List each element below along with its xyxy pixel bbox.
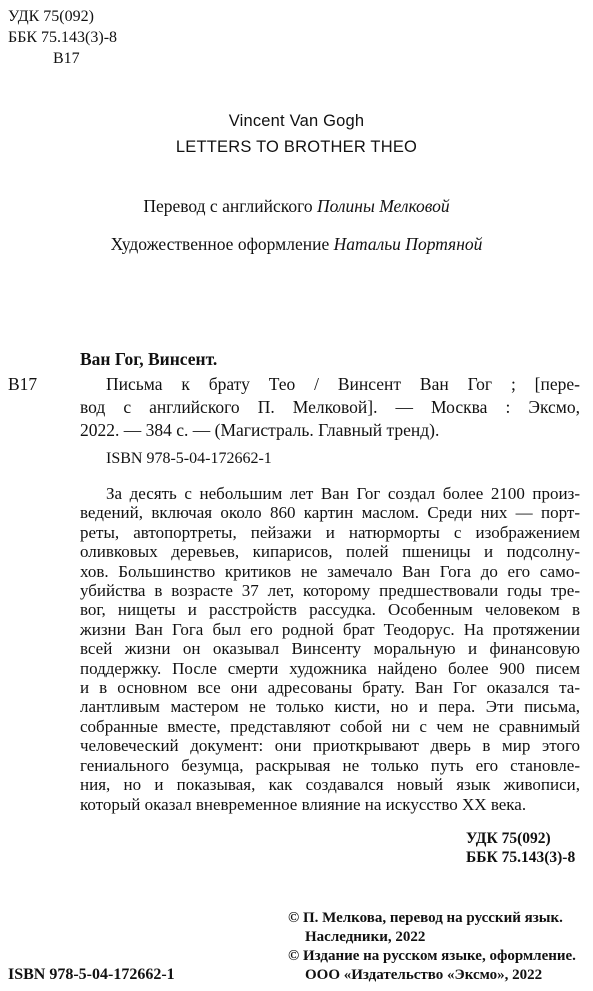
- translation-credit: [0, 196, 593, 217]
- design-credit: [0, 234, 593, 255]
- copyright-line: Наследники, 2022: [305, 929, 426, 945]
- copyright-line: © Издание на русском языке, оформление.: [288, 948, 576, 964]
- annotation-line: вог, нищеты и расстройств рассудка. Особенным человеком в: [80, 600, 580, 620]
- copyright-line: ООО «Издательство «Эксмо», 2022: [305, 967, 543, 983]
- record-line-1: Письма к брату Тео / Винсент Ван Гог ; [пере-: [106, 374, 580, 394]
- bibliographic-record: [80, 373, 580, 442]
- annotation-line: собранные вместе, представляют собой ни с чем не сравнимый: [80, 716, 580, 736]
- annotation-line: всей жизни он оказывал Винсенту моральную и финансовую: [80, 639, 580, 659]
- bottom-isbn: ISBN 978-5-04-172662-1: [8, 966, 175, 983]
- annotation: [80, 484, 580, 814]
- annotation-line: оливковых деревьев, кипарисов, полей пшеницы и подсолну-: [80, 542, 580, 562]
- record-isbn: ISBN 978-5-04-172662-1: [106, 450, 272, 467]
- record-line-2: вод с английского П. Мелковой]. — Москва : Эксмо,: [80, 397, 580, 417]
- translator-name: Полины Мелковой: [316, 196, 450, 216]
- annotation-line: хов. Большинство критиков не замечало Ван Гога до его само-: [80, 561, 580, 581]
- translation-prefix: Перевод с английского: [143, 196, 313, 216]
- annotation-line: который оказал вневременное влияние на искусство XX века.: [80, 794, 527, 814]
- bottom-classification-codes: [466, 829, 575, 867]
- design-prefix: Художественное оформление: [110, 234, 330, 254]
- udk-code: УДК 75(092): [8, 8, 94, 25]
- annotation-line: лантливым мастером не только кисти, но и пера. Эти письма,: [80, 697, 580, 717]
- bbk-code: ББК 75.143(3)-8: [8, 29, 118, 46]
- copyright-line: © П. Мелкова, перевод на русский язык.: [288, 910, 563, 926]
- author-mark: В17: [53, 50, 80, 67]
- annotation-line: и в основном все они адресованы брату. Ван Гог оказался та-: [80, 678, 580, 698]
- annotation-line: За десять с небольшим лет Ван Гог создал более 2100 произ-: [106, 484, 580, 503]
- annotation-line: жизни Ван Гога был его родной брат Теодорус. На протяжении: [80, 619, 580, 639]
- record-line-3: 2022. — 384 с. — (Магистраль. Главный тренд).: [80, 420, 440, 440]
- record-code: В17: [8, 374, 38, 394]
- annotation-line: убийства в возрасте 37 лет, которому предшествовали годы тре-: [80, 581, 580, 601]
- annotation-line: реты, автопортреты, пейзажи и натюрморты с изображением: [80, 522, 580, 542]
- annotation-line: поддержку. После смерти художника найдено более 900 писем: [80, 658, 580, 678]
- designer-name: Натальи Портяной: [333, 234, 483, 254]
- bottom-bbk-code: ББК 75.143(3)-8: [466, 849, 576, 866]
- annotation-line: ведений, включая около 860 картин маслом. Среди них — порт-: [80, 503, 580, 523]
- original-title: LETTERS TO BROTHER THEO: [175, 138, 418, 156]
- annotation-line: ния, но и показывая, как создавался новый язык живописи,: [80, 775, 580, 795]
- original-author: Vincent Van Gogh: [228, 112, 365, 130]
- bottom-udk-code: УДК 75(092): [466, 830, 551, 847]
- annotation-line: гениального безумца, раскрывая не только путь его становле-: [80, 755, 580, 775]
- annotation-line: человеческий документ: они приоткрывают дверь в мир этого: [80, 736, 580, 756]
- top-classification-codes: [8, 6, 117, 69]
- record-heading: Ван Гог, Винсент.: [80, 349, 218, 369]
- copyright-block: [288, 909, 576, 985]
